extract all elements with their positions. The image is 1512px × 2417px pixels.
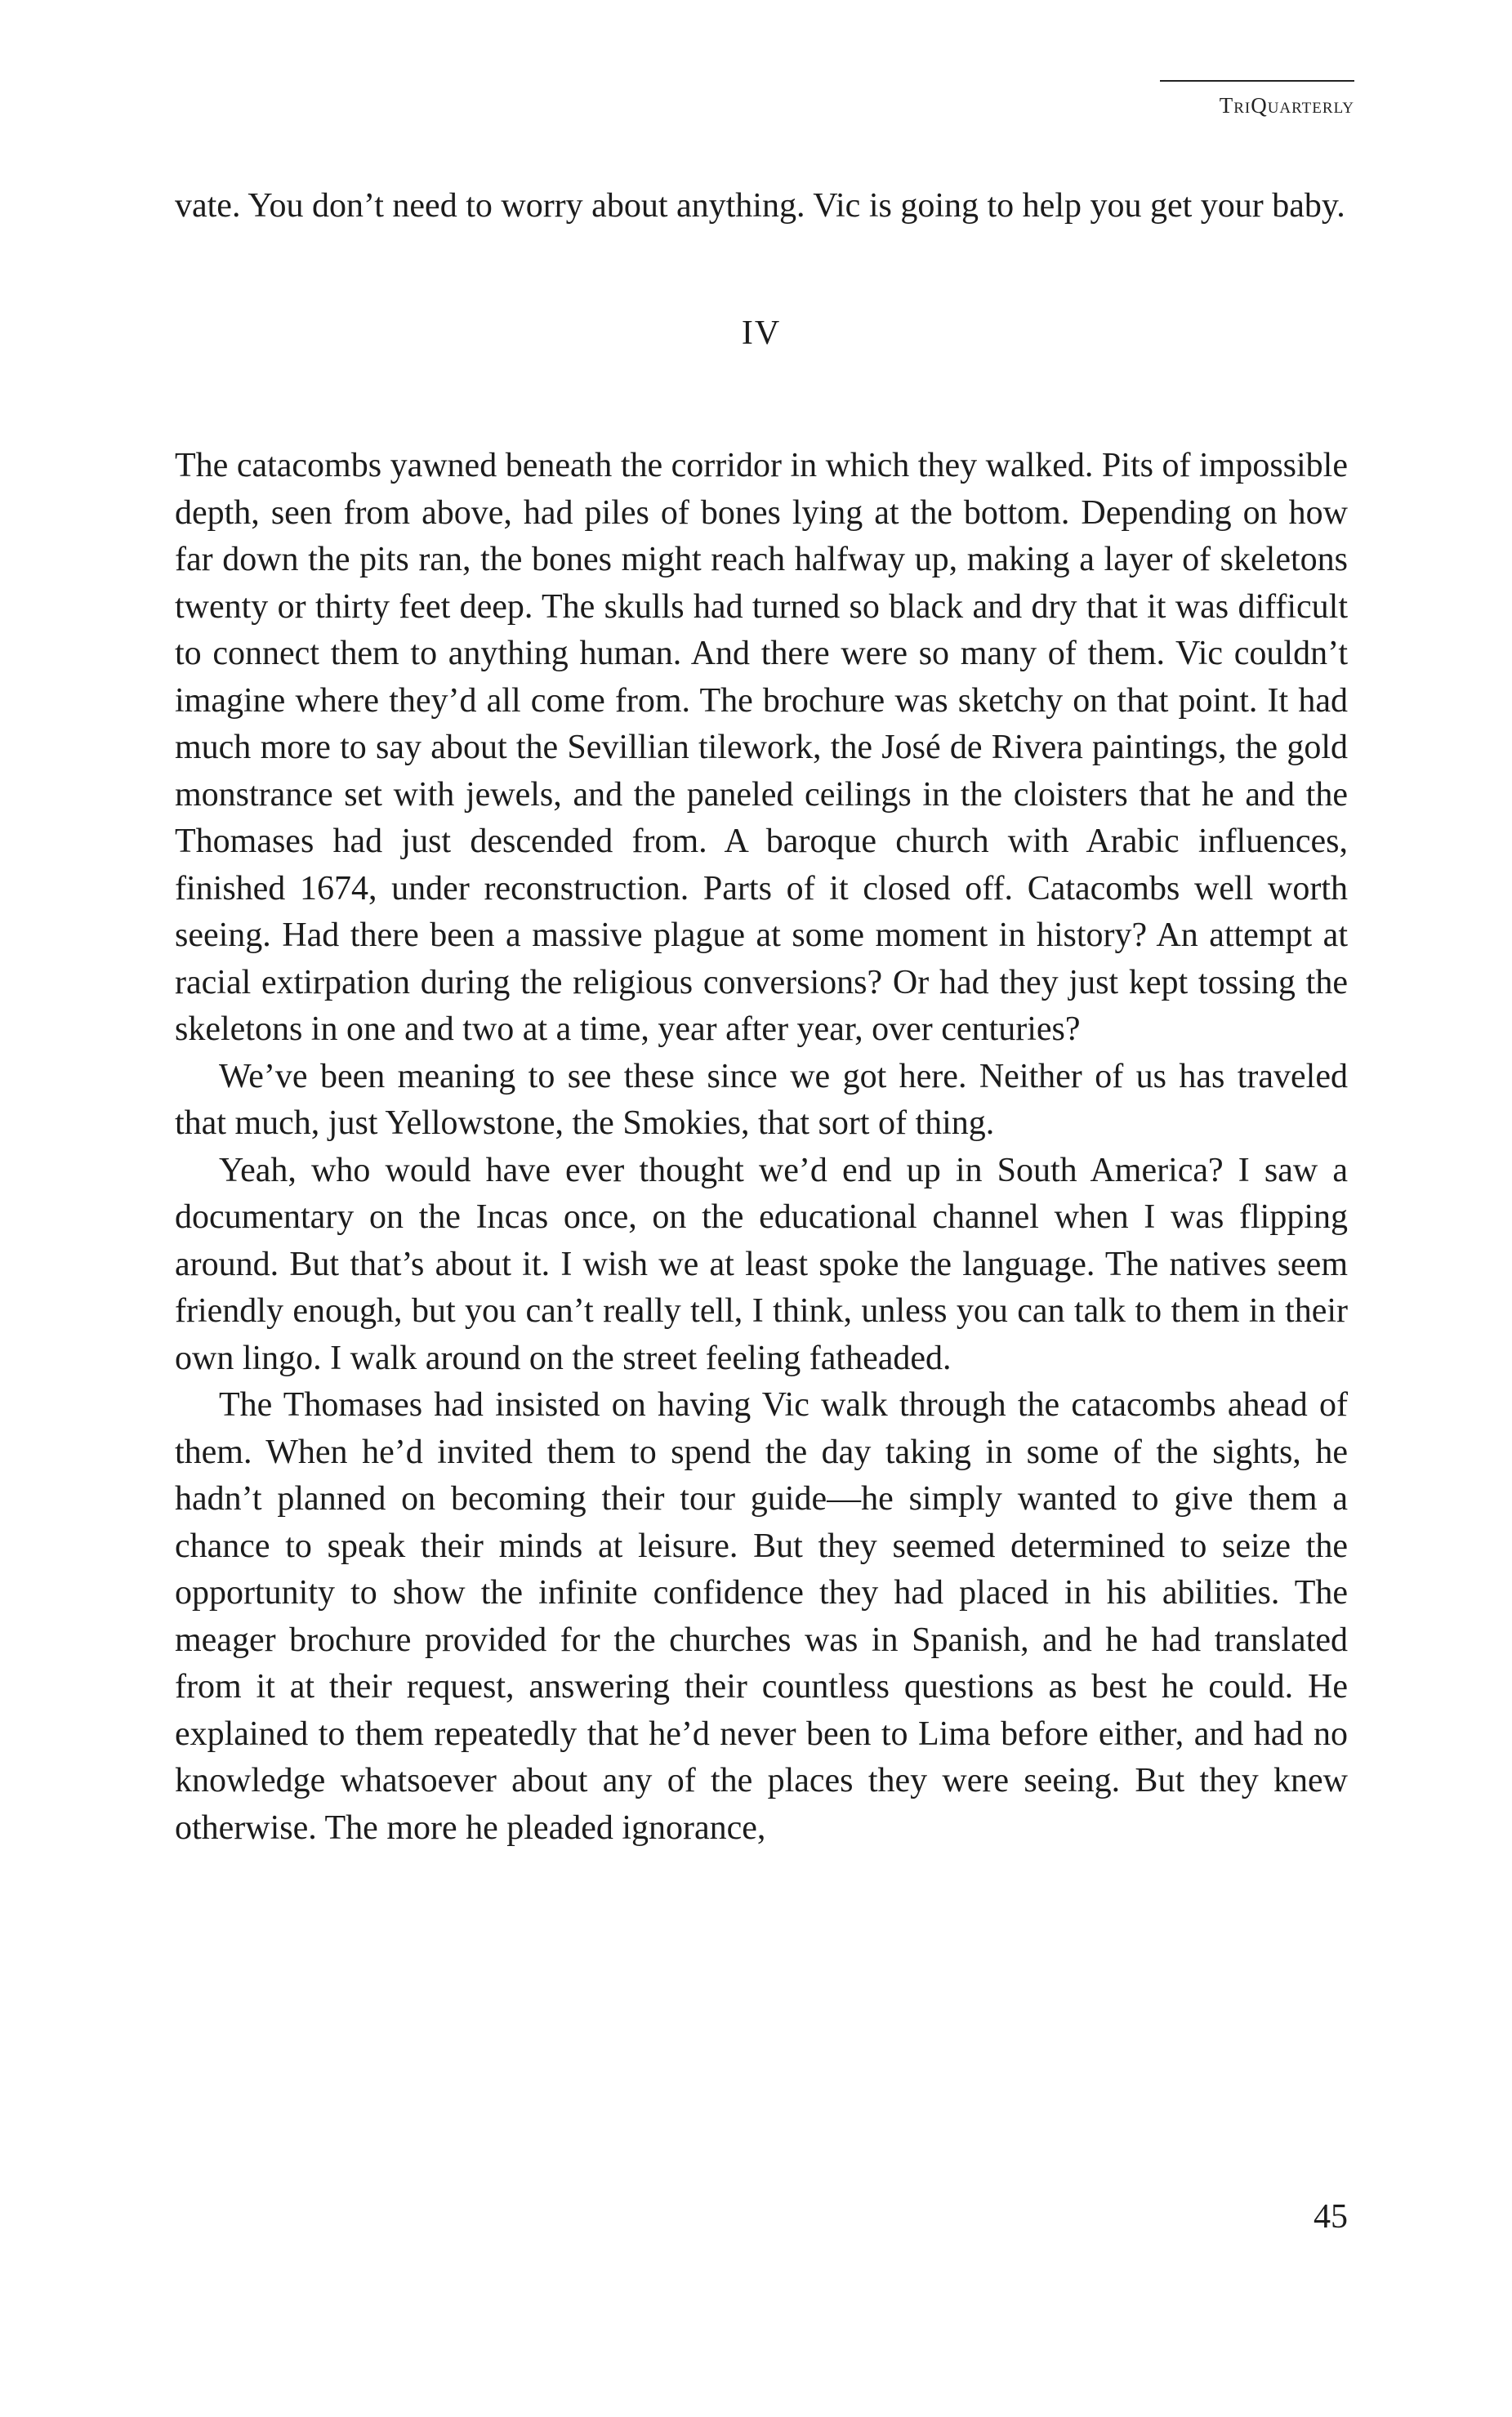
body-text xyxy=(175,183,1348,1852)
paragraph: Yeah, who would have ever thought we’d end up in South America? I saw a documentary on the Incas once, on the educational channel when I was flipping around. But that’s about it. I wish we at least spoke the language. The natives seem friendly enough, but you can’t really tell, I think, unless you can talk to them in their own lingo. I walk around on the street feeling fatheaded. xyxy=(175,1151,1348,1377)
running-head: TriQuarterly xyxy=(1160,80,1354,118)
paragraph: The Thomases had insisted on having Vic walk through the catacombs ahead of them. When he’d invited them to spend the day taking in some of the sights, he hadn’t planned on becoming their tour guide—he simply wanted to give them a chance to speak their minds at leisure. But they seemed determined to seize the opportunity to show the infinite confidence they had placed in his abilities. The meager brochure provided for the churches was in Spanish, and he had translated from it at their request, answering their countless questions as best he could. He explained to them repeatedly that he’d never been to Lima before either, and had no knowledge whatsoever about any of the places they were seeing. But they knew otherwise. The more he pleaded ignorance, xyxy=(175,1386,1348,1847)
paragraph: The catacombs yawned beneath the corridor in which they walked. Pits of impossible depth, seen from above, had piles of bones lying at the bottom. Depending on how far down the pits ran, the bones might reach halfway up, making a layer of skeletons twenty or thirty feet deep. The skulls had turned so black and dry that it was difficult to connect them to anything human. And there were so many of them. Vic couldn’t imagine where they’d all come from. The brochure was sketchy on that point. It had much more to say about the Sevillian tilework, the José de Rivera paintings, the gold monstrance set with jewels, and the paneled ceilings in the cloisters that he and the Thomases had just descended from. A baroque church with Arabic influences, finished 1674, under reconstruction. Parts of it closed off. Catacombs well worth seeing. Had there been a massive plague at some moment in history? An attempt at racial extirpation during the religious conversions? Or had they just kept tossing the skeletons in one and two at a time, year after year, over centuries? xyxy=(175,447,1348,1048)
paragraph: We’ve been meaning to see these since we got here. Neither of us has traveled that much, just Yellowstone, the Smokies, that sort of thing. xyxy=(175,1057,1348,1142)
page-number: 45 xyxy=(1314,2198,1348,2236)
opening-paragraph: vate. You don’t need to worry about anything. Vic is going to help you get your baby. xyxy=(175,187,1345,225)
section-heading: IV xyxy=(741,314,782,352)
